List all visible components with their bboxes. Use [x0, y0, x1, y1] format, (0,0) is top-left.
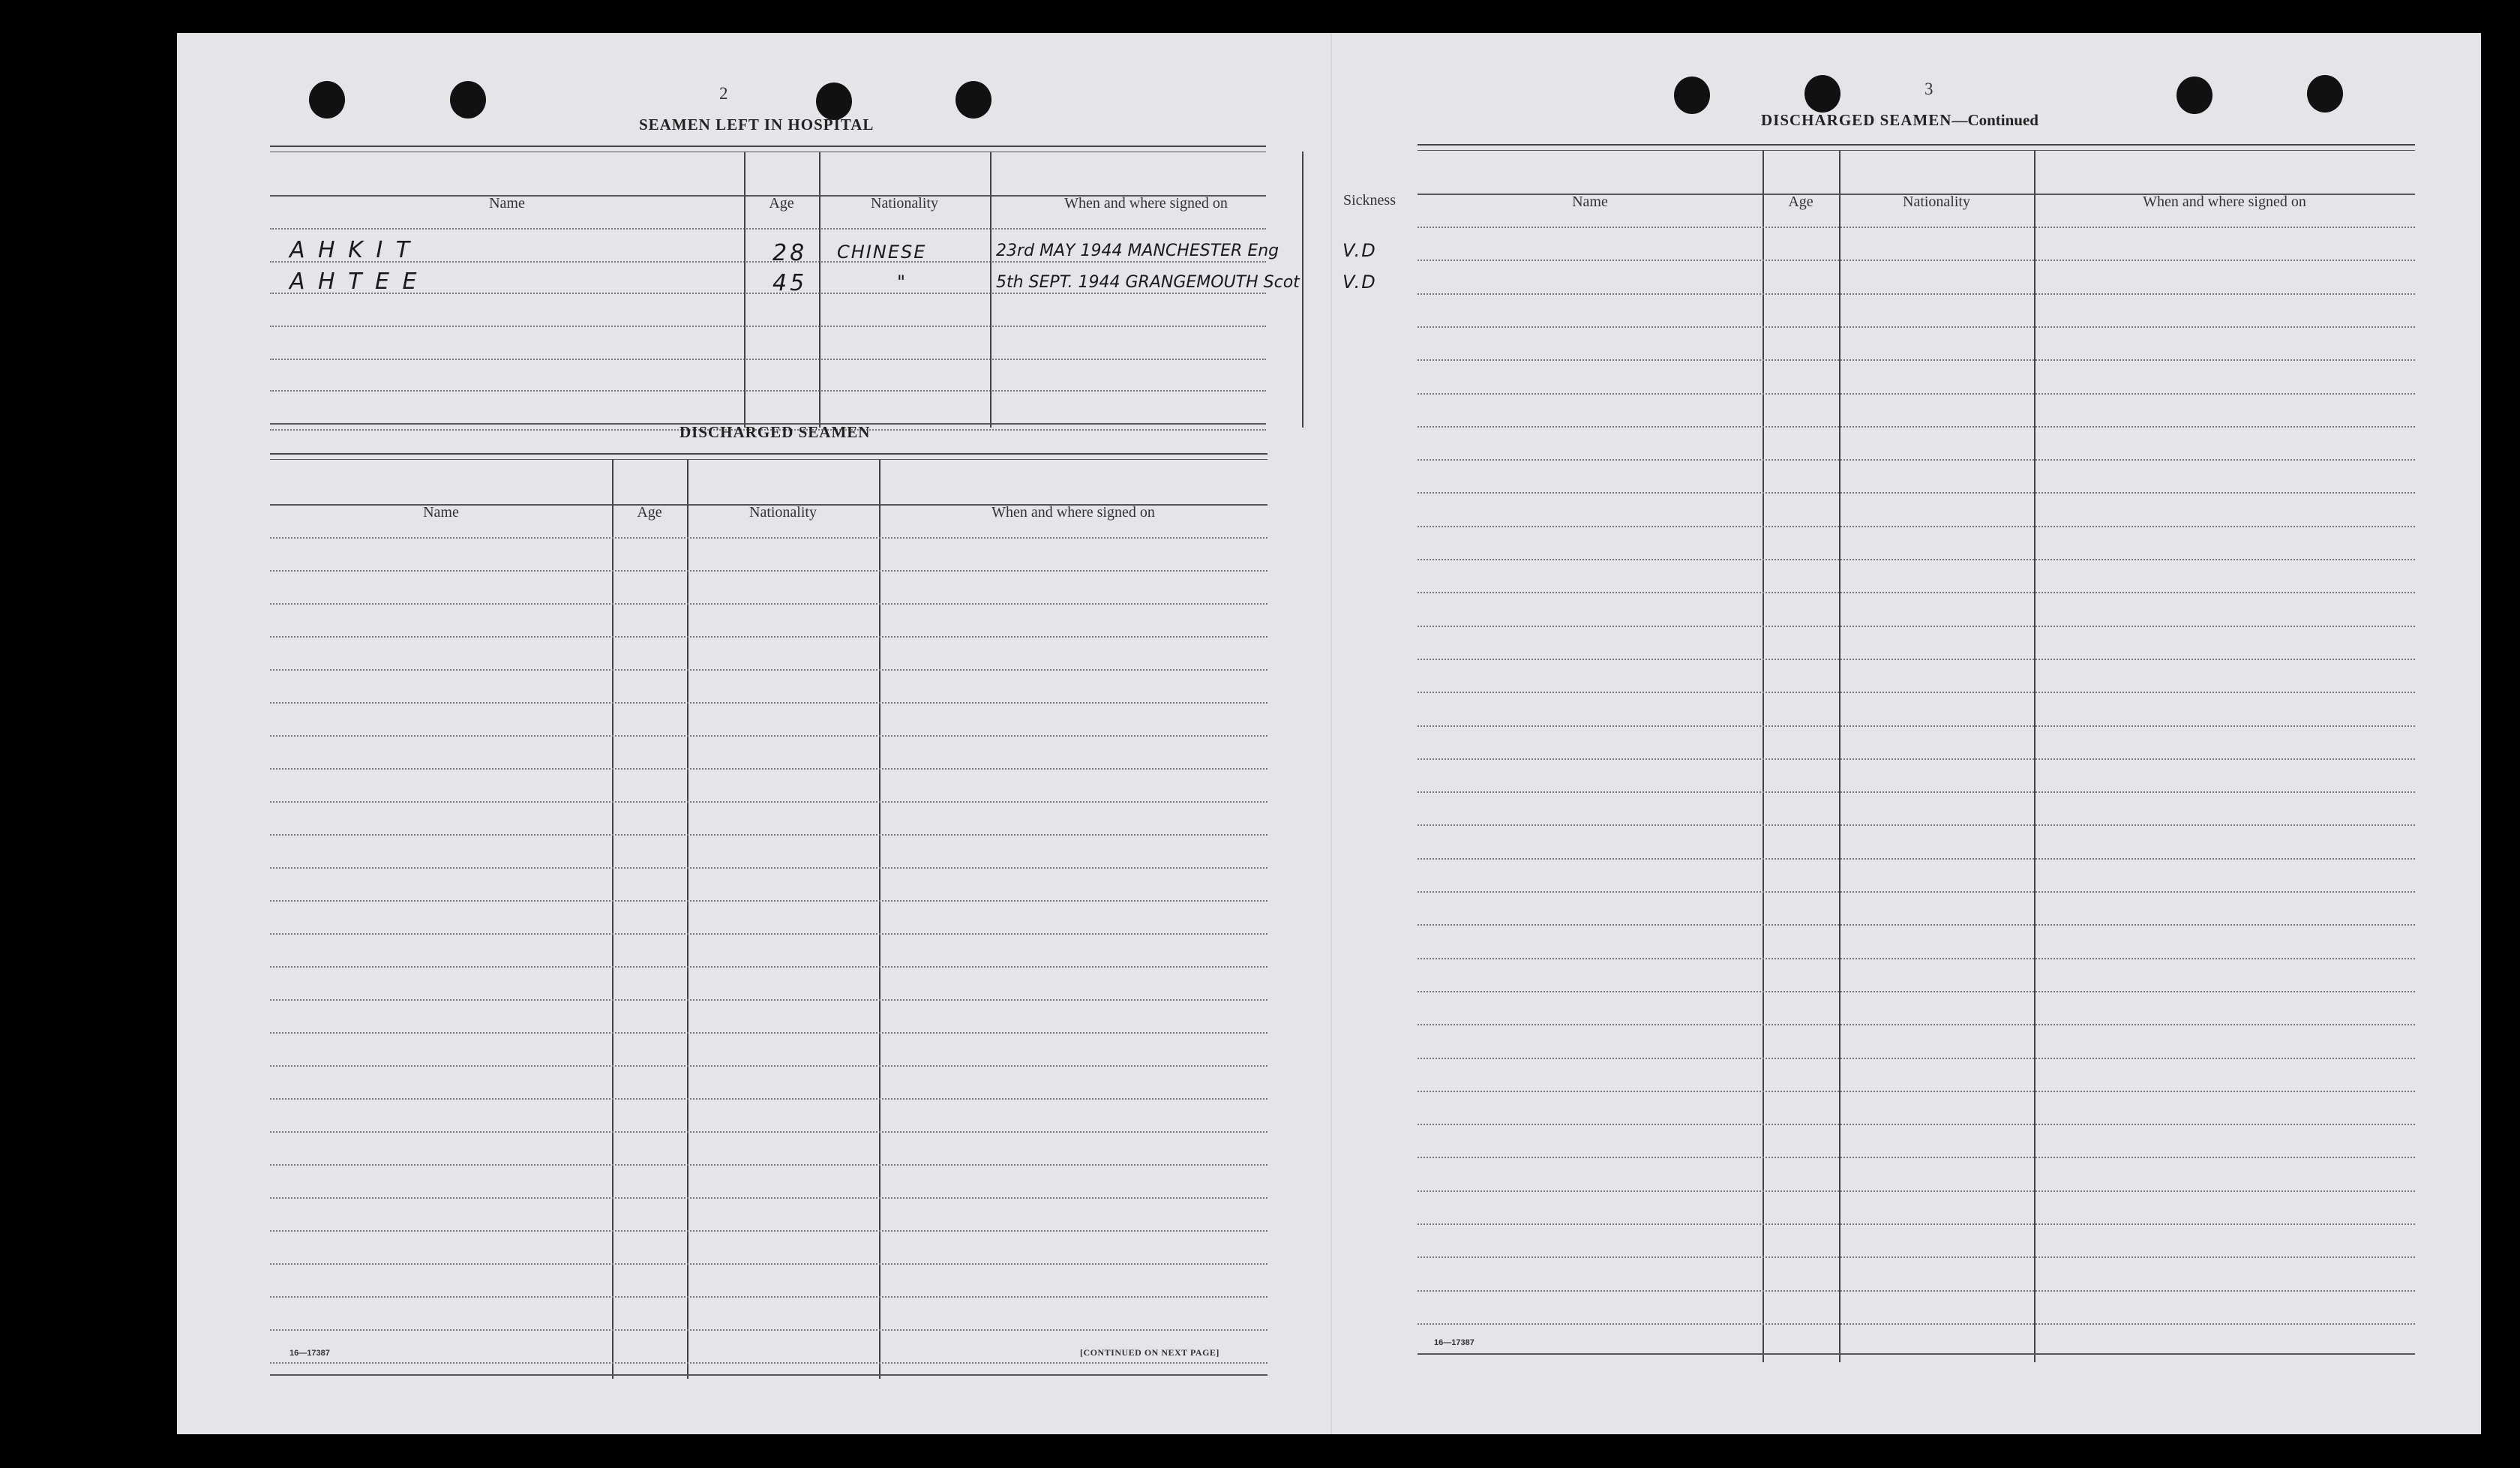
- punch-hole: [816, 83, 852, 120]
- ruled-line: [1418, 991, 2415, 992]
- ruled-line: [1418, 359, 2415, 361]
- col-header-nationality: Nationality: [749, 504, 817, 521]
- discharged-continued-title: [1761, 111, 2038, 130]
- ruled-line: [1418, 858, 2415, 860]
- continued-note: [CONTINUED ON NEXT PAGE]: [1080, 1347, 1220, 1358]
- punch-hole: [309, 81, 345, 119]
- ruled-line: [270, 1197, 1268, 1199]
- ruled-line: [1418, 924, 2415, 926]
- ruled-line: [1418, 1124, 2415, 1125]
- ruled-line: [270, 1230, 1268, 1232]
- ruled-line: [270, 1296, 1268, 1298]
- ruled-line: [270, 933, 1268, 935]
- ruled-line: [270, 1098, 1268, 1100]
- discharged-table-left: [270, 453, 1268, 1379]
- ruled-line: [1418, 260, 2415, 261]
- table-row-signed-on: 23rd MAY 1944 MANCHESTER Eng: [996, 242, 1280, 260]
- table-row-name: A H K I T: [290, 237, 413, 263]
- ruled-line: [1418, 1323, 2415, 1325]
- ruled-line: [270, 1263, 1268, 1265]
- ruled-line: [1418, 1223, 2415, 1225]
- discharged-table-right: [1418, 144, 2415, 1362]
- ruled-line: [270, 735, 1268, 737]
- ruled-line: [270, 603, 1268, 605]
- table-row-sickness: V.D: [1342, 272, 1377, 293]
- ruled-line: [270, 1329, 1268, 1331]
- col-header-nationality: Nationality: [871, 195, 938, 212]
- table-row-signed-on: 5th SEPT. 1944 GRANGEMOUTH Scot: [996, 273, 1300, 292]
- form-code-left: 16—17387: [290, 1349, 330, 1358]
- ruled-line: [1418, 659, 2415, 660]
- table-row-nationality: ": [897, 272, 908, 293]
- ruled-line: [270, 1065, 1268, 1067]
- ruled-line: [1418, 559, 2415, 560]
- punch-hole: [450, 81, 486, 119]
- col-header-sickness: Sickness: [1343, 192, 1396, 209]
- page-number-left: 2: [719, 84, 728, 103]
- discharged-continued-title-main: DISCHARGED SEAMEN: [1761, 111, 1952, 129]
- punch-hole: [1674, 77, 1710, 114]
- ruled-line: [1418, 791, 2415, 793]
- ruled-line: [270, 669, 1268, 671]
- table-bottom-line: [1418, 1353, 2415, 1355]
- hospital-section-title: SEAMEN LEFT IN HOSPITAL: [639, 116, 874, 134]
- ruled-line: [1418, 626, 2415, 627]
- ruled-line: [270, 999, 1268, 1001]
- col-header-signed-on: When and where signed on: [2143, 194, 2306, 210]
- table-row-age: 28: [772, 240, 808, 266]
- table-row-age: 45: [772, 270, 808, 296]
- ruled-line: [270, 1131, 1268, 1133]
- table-row-nationality: CHINESE: [837, 242, 927, 263]
- table-row-name: A H T E E: [290, 269, 420, 295]
- ruled-line: [270, 900, 1268, 902]
- ruled-line: [1418, 758, 2415, 760]
- punch-hole: [2307, 75, 2343, 113]
- col-header-age: Age: [769, 195, 794, 212]
- ruled-line: [270, 537, 1268, 539]
- ruled-line: [1418, 725, 2415, 727]
- col-header-nationality: Nationality: [1903, 194, 1970, 210]
- document-sheet: [177, 33, 2481, 1434]
- col-header-signed-on: When and where signed on: [992, 504, 1155, 521]
- ruled-line: [1418, 393, 2415, 395]
- ruled-line: [1418, 1024, 2415, 1025]
- ruled-line: [1418, 1290, 2415, 1292]
- ruled-line: [1418, 1058, 2415, 1059]
- ruled-line: [1418, 1190, 2415, 1192]
- ruled-line: [270, 1032, 1268, 1034]
- ruled-line: [1418, 293, 2415, 295]
- ruled-line: [1418, 326, 2415, 328]
- ruled-line: [1418, 526, 2415, 527]
- col-header-age: Age: [1788, 194, 1814, 210]
- col-header-name: Name: [1572, 194, 1608, 210]
- ruled-line: [270, 801, 1268, 803]
- ruled-line: [1418, 592, 2415, 593]
- ruled-line: [270, 702, 1268, 704]
- ruled-line: [1418, 692, 2415, 693]
- ruled-line: [1418, 227, 2415, 228]
- ruled-line: [270, 966, 1268, 968]
- punch-hole: [956, 81, 992, 119]
- ruled-line: [270, 834, 1268, 836]
- table-bottom-line: [270, 1374, 1268, 1376]
- ruled-line: [270, 867, 1268, 869]
- ruled-line: [270, 570, 1268, 572]
- ruled-line: [1418, 426, 2415, 428]
- col-header-name: Name: [423, 504, 459, 521]
- table-row-sickness: V.D: [1342, 240, 1377, 261]
- ruled-line: [270, 636, 1268, 638]
- discharged-section-title: DISCHARGED SEAMEN: [680, 423, 871, 441]
- ruled-line: [1418, 1157, 2415, 1158]
- ruled-line: [1418, 958, 2415, 959]
- ruled-line: [1418, 824, 2415, 826]
- col-header-name: Name: [489, 195, 525, 212]
- col-header-age: Age: [637, 504, 662, 521]
- page-number-right: 3: [1924, 80, 1934, 98]
- ruled-line: [270, 768, 1268, 770]
- hospital-table: [270, 146, 1396, 435]
- punch-hole: [1804, 75, 1840, 113]
- punch-hole: [2176, 77, 2212, 114]
- form-code-right: 16—17387: [1434, 1338, 1474, 1347]
- col-header-signed-on: When and where signed on: [1064, 195, 1228, 212]
- ruled-line: [1418, 1256, 2415, 1258]
- ruled-line: [1418, 459, 2415, 461]
- discharged-continued-title-suffix: —Continued: [1952, 111, 2038, 129]
- ruled-line: [1418, 492, 2415, 494]
- ruled-line: [270, 1164, 1268, 1166]
- ruled-line: [270, 1362, 1268, 1364]
- page-fold: [1330, 33, 1332, 1434]
- ruled-line: [1418, 891, 2415, 893]
- ruled-line: [1418, 1091, 2415, 1092]
